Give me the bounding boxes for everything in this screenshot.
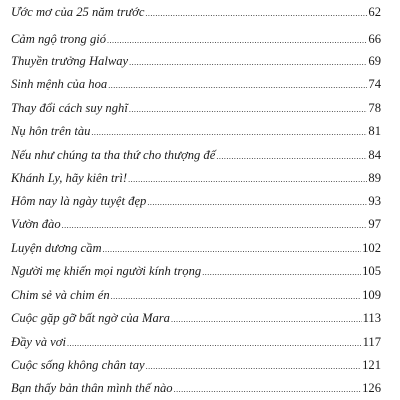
dot-leader: [145, 5, 367, 23]
toc-entry-title: Đầy và vơi: [11, 335, 66, 349]
dot-leader: [129, 54, 367, 72]
dot-leader: [174, 381, 362, 399]
dot-leader: [171, 311, 362, 329]
dot-leader: [202, 264, 361, 282]
dot-leader: [111, 288, 361, 306]
dot-leader: [129, 101, 368, 119]
dot-leader: [62, 217, 368, 235]
dot-leader: [107, 32, 367, 50]
toc-entry: [11, 356, 381, 374]
toc-entry-page: 113: [362, 311, 381, 325]
dot-leader: [67, 335, 362, 353]
toc-entry: [11, 169, 381, 187]
dot-leader: [108, 77, 367, 95]
toc-entry-page: 97: [368, 217, 381, 231]
toc-entry-page: 66: [368, 32, 381, 46]
dot-leader: [103, 241, 362, 259]
toc-entry-page: 69: [368, 54, 381, 68]
toc-entry-page: 81: [368, 124, 381, 138]
toc-entry-title: Cuộc gặp gỡ bất ngờ của Mara: [11, 311, 170, 325]
toc-entry-title: Thuyền trưởng Halway: [11, 54, 129, 68]
toc-entry-title: Cuộc sống không chân tay: [11, 358, 145, 372]
toc-entry-page: 84: [368, 148, 381, 162]
dot-leader: [91, 124, 367, 142]
toc-entry-title: Chim sẻ và chim én: [11, 288, 110, 302]
toc-entry-page: 93: [368, 194, 381, 208]
toc-entry: [11, 239, 381, 257]
toc-entry: [11, 215, 381, 233]
toc-entry: [11, 146, 381, 164]
toc-entry-title: Thay đổi cách suy nghĩ: [11, 101, 128, 115]
toc-entry: [11, 333, 381, 351]
toc-entry-title: Sinh mệnh của hoa: [11, 77, 108, 91]
toc-entry-title: Nếu như chúng ta tha thứ cho thượng đế: [11, 148, 216, 162]
toc-entry-title: Bạn thấy bản thân mình thế nào: [11, 381, 173, 395]
toc-entry: [11, 30, 381, 48]
toc-entry-title: Ước mơ của 25 năm trước: [11, 5, 145, 19]
toc-entry-title: Luyện dương cầm: [11, 241, 102, 255]
toc-entry-page: 121: [362, 358, 381, 372]
toc-entry: [11, 75, 381, 93]
dot-leader: [146, 358, 361, 376]
toc-entry-title: Vườn đào: [11, 217, 61, 231]
toc-entry: [11, 192, 381, 210]
toc-entry: [11, 122, 381, 140]
toc-entry-page: 102: [362, 241, 381, 255]
dot-leader: [128, 171, 367, 189]
toc-entry-page: 109: [362, 288, 381, 302]
toc-entry: [11, 262, 381, 280]
toc-entry-page: 62: [368, 5, 381, 19]
toc-entry-title: Nụ hôn trên tàu: [11, 124, 91, 138]
toc-entry-title: Khánh Ly, hãy kiên trì!: [11, 171, 128, 185]
toc-entry: [11, 3, 381, 21]
toc-entry-title: Hôm nay là ngày tuyệt đẹp: [11, 194, 147, 208]
toc-entry: [11, 309, 381, 327]
dot-leader: [216, 148, 367, 166]
toc-entry-page: 78: [368, 101, 381, 115]
toc-entry: [11, 286, 381, 304]
toc-entry-page: 117: [362, 335, 381, 349]
toc-entry-title: Cảm ngộ trong gió: [11, 32, 107, 46]
toc-entry: [11, 379, 381, 397]
toc-entry-title: Người mẹ khiến mọi người kính trọng: [11, 264, 202, 278]
toc-entry: [11, 52, 381, 70]
dot-leader: [147, 194, 367, 212]
toc-entry: [11, 99, 381, 117]
toc-entry-page: 74: [368, 77, 381, 91]
toc-entry-page: 126: [362, 381, 381, 395]
toc-entry-page: 105: [362, 264, 381, 278]
toc-entry-page: 89: [368, 171, 381, 185]
